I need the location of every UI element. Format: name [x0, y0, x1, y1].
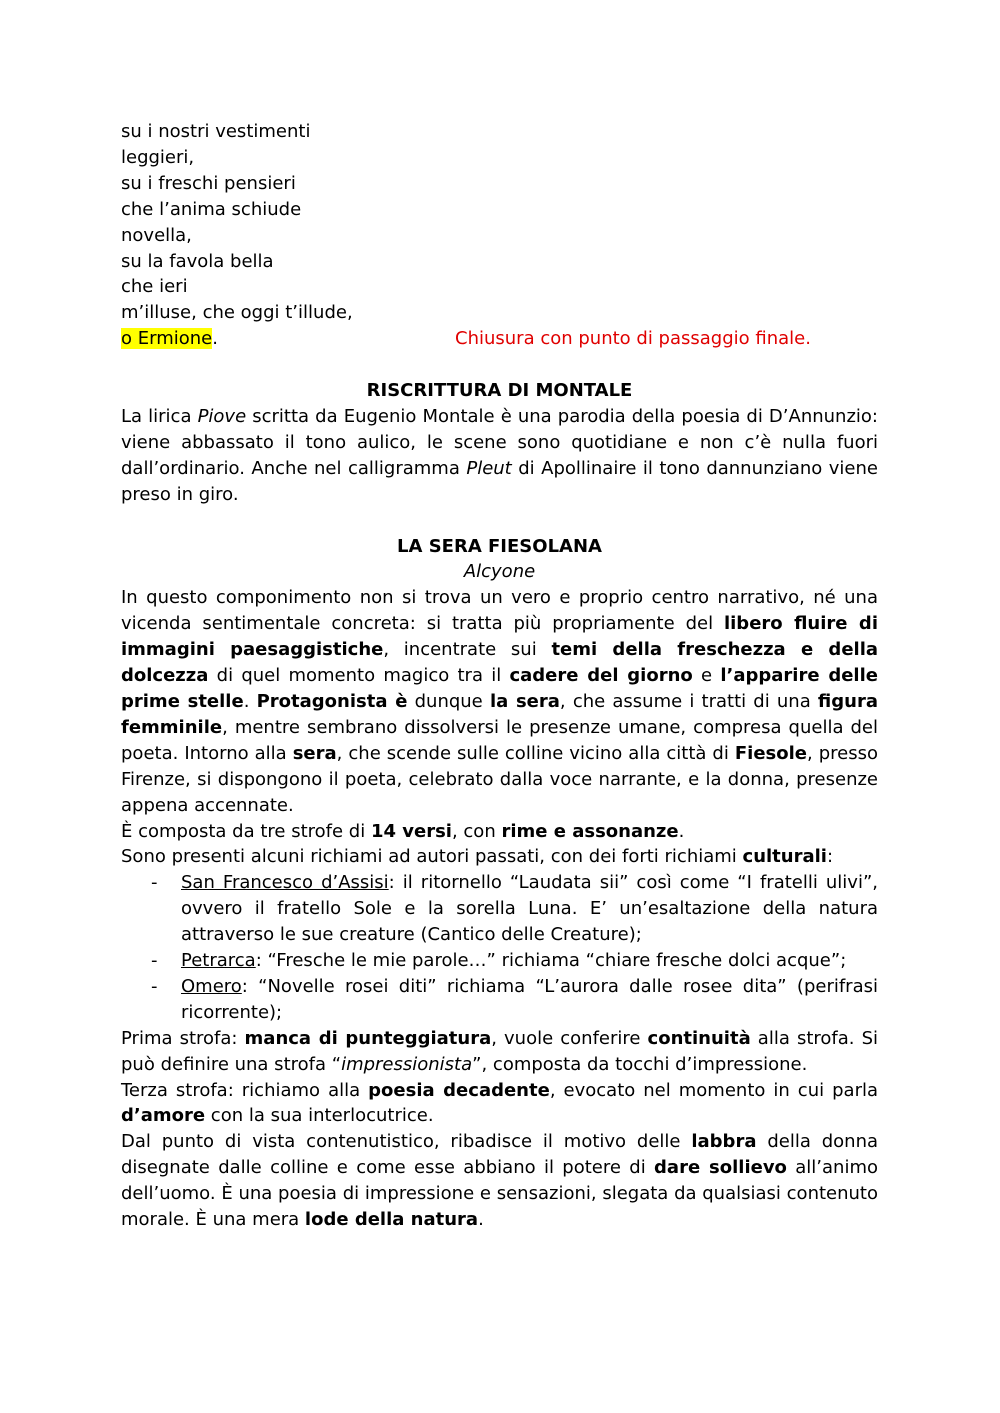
list-item: - San Francesco d’Assisi: il ritornello “Laudata sii” così come “I fratelli ulivi”, ovvero il fratello Sole e la sorella Luna. E’ un’esaltazione della natura attraverso le sue creature (Cantico delle Creature);	[151, 872, 878, 946]
title-piove: Piove	[197, 405, 247, 427]
sera-subtitle: Alcyone	[463, 561, 536, 583]
author-name: San Francesco d’Assisi	[181, 872, 389, 894]
list-item: - Petrarca: “Fresche le mie parole…” richiama “chiare fresche dolci acque”;	[151, 950, 847, 972]
verse-line: su i nostri vestimenti	[121, 121, 311, 142]
verse-line: m’illuse, che oggi t’illude,	[121, 302, 353, 324]
verse-line: che l’anima schiude	[121, 198, 302, 220]
poem-excerpt	[121, 119, 878, 352]
margin-note: Chiusura con punto di passaggio finale.	[455, 328, 811, 349]
verse-line: che ieri	[121, 276, 188, 298]
richiami-line: Sono presenti alcuni richiami ad autori passati, con dei forti richiami culturali:	[121, 846, 834, 868]
verse-line: su la favola bella	[121, 250, 274, 272]
conclusion-paragraph: Dal punto di vista contenutistico, ribadisce il motivo delle labbra della donna disegnate dalle colline e come esse abbiano il potere di dare sollievo all’animo dell’uomo. È una poesia di impressione e sensazioni, slegata da qualsiasi contenuto morale. È una mera lode della natura.	[121, 1131, 879, 1231]
sera-intro-paragraph: In questo componimento non si trova un vero e proprio centro narrativo, né una vicenda sentimentale concreta: si tratta più propriamente del libero fluire di immagini paesaggistiche, incentrate sui temi della freschezza e della dolcezza di quel momento magico tra il cadere del giorno e l’apparire delle prime stelle. Protagonista è dunque la sera, che assume i tratti di una figura femminile, mentre sembrano dissolversi le presenze umane, compresa quella del poeta. Intorno alla sera, che scende sulle colline vicino alla città di Fiesole, presso Firenze, si dispongono il poeta, celebrato dalla voce narrante, e la donna, presenze appena accennate.	[121, 587, 879, 816]
document-page	[121, 119, 878, 1233]
prima-strofa-paragraph: Prima strofa: manca di punteggiatura, vuole conferire continuità alla strofa. Si può definire una strofa “impressionista”, composta da tocchi d’impressione.	[121, 1027, 878, 1075]
author-name: Omero	[181, 975, 242, 997]
list-item: - Omero: “Novelle rosei diti” richiama “L’aurora dalle rosee dita” (perifrasi ricorrente);	[151, 975, 878, 1023]
verse-line: leggieri,	[121, 146, 195, 168]
highlighted-verse: o Ermione	[121, 328, 213, 350]
verse-period: .	[212, 328, 218, 350]
sera-heading: LA SERA FIESOLANA	[397, 535, 602, 557]
strofe-line: È composta da tre strofe di 14 versi, con rime e assonanze.	[121, 820, 685, 842]
verse-line: su i freschi pensieri	[121, 172, 296, 194]
montale-heading: RISCRITTURA DI MONTALE	[366, 380, 633, 401]
title-pleut: Pleut	[466, 457, 512, 479]
verse-line: novella,	[121, 224, 192, 246]
author-name: Petrarca	[181, 950, 256, 972]
montale-paragraph: La lirica Piove scritta da Eugenio Montale è una parodia della poesia di D’Annunzio: viene abbassato il tono aulico, le scene sono quotidiane e non c’è nulla fuori dall’ordinario. Anche nel calligramma Pleut di Apollinaire il tono dannunziano viene preso in giro.	[121, 405, 878, 505]
richiami-list	[121, 870, 878, 1025]
terza-strofa-paragraph: Terza strofa: richiamo alla poesia decadente, evocato nel momento in cui parla d’amore con la sua interlocutrice.	[121, 1079, 878, 1127]
